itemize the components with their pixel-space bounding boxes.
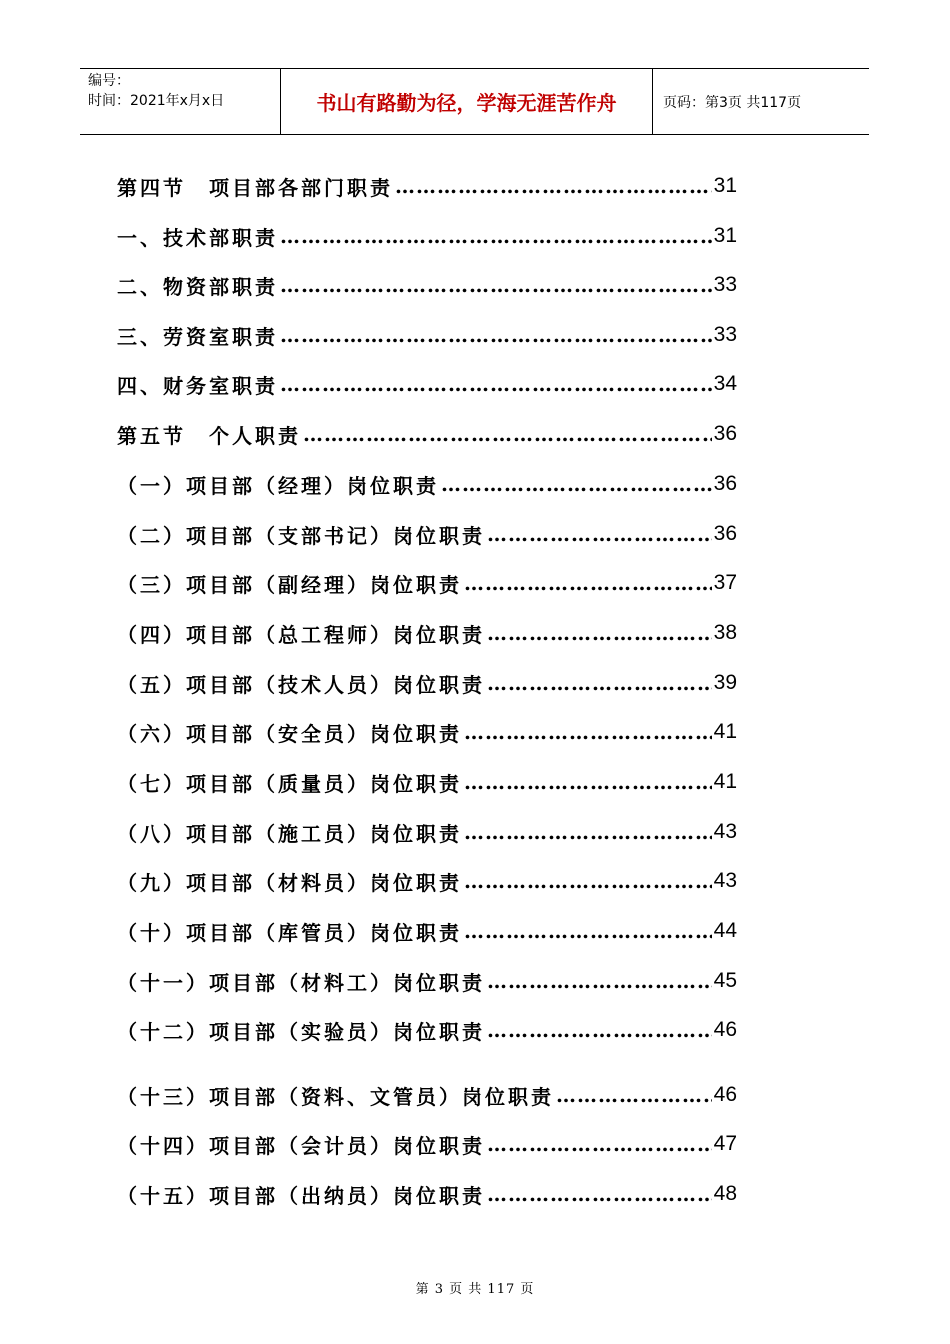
time-label: 时间：2021年x月x日 bbox=[88, 93, 225, 109]
leader-dots bbox=[464, 869, 712, 893]
toc-item[interactable]: （三）项目部（副经理）岗位职责 …………………………………………………………………………………………………… 37 bbox=[117, 559, 737, 607]
toc-item[interactable]: （六）项目部（安全员）岗位职责 …………………………………………………………………………………………………… 41 bbox=[117, 708, 737, 756]
leader-dots bbox=[487, 1018, 712, 1042]
toc-item[interactable]: （十五）项目部（出纳员）岗位职责 …………………………………………………………………………………………………… 48 bbox=[117, 1170, 737, 1218]
header-info-cell bbox=[80, 69, 281, 134]
leader-dots bbox=[464, 919, 712, 943]
leader-dots bbox=[487, 522, 712, 546]
leader-dots bbox=[556, 1083, 712, 1107]
leader-dots bbox=[280, 224, 712, 248]
leader-dots bbox=[303, 422, 712, 446]
toc-item[interactable]: 第五节 个人职责 …………………………………………………………………………………………………… 36 bbox=[117, 410, 737, 458]
toc-item[interactable]: （九）项目部（材料员）岗位职责 …………………………………………………………………………………………………… 43 bbox=[117, 857, 737, 905]
leader-dots bbox=[464, 770, 712, 794]
leader-dots bbox=[487, 969, 712, 993]
toc-item[interactable]: （十四）项目部（会计员）岗位职责 …………………………………………………………………………………………………… 47 bbox=[117, 1120, 737, 1168]
leader-dots bbox=[487, 671, 712, 695]
header-motto: 书山有路勤为径，学海无涯苦作舟 bbox=[281, 69, 653, 134]
header-page-code: 页码：第3页 共117页 bbox=[663, 94, 802, 111]
leader-dots bbox=[280, 323, 712, 347]
page-footer: 第 3 页 共 117 页 bbox=[415, 1282, 535, 1297]
toc-item[interactable]: 四、财务室职责 …………………………………………………………………………………………………… 34 bbox=[117, 360, 737, 408]
leader-dots bbox=[464, 571, 712, 595]
leader-dots bbox=[487, 621, 712, 645]
page-header bbox=[80, 68, 869, 135]
toc-item[interactable]: （二）项目部（支部书记）岗位职责 …………………………………………………………………………………………………… 36 bbox=[117, 510, 737, 558]
toc-item[interactable]: 一、技术部职责 …………………………………………………………………………………………………… 31 bbox=[117, 212, 737, 260]
leader-dots bbox=[280, 273, 712, 297]
toc-item[interactable]: （十三）项目部（资料、文管员）岗位职责 …………………………………………………………………………………………………… 46 bbox=[117, 1071, 737, 1119]
toc-item[interactable]: （十二）项目部（实验员）岗位职责 …………………………………………………………………………………………………… 46 bbox=[117, 1006, 737, 1054]
leader-dots bbox=[464, 720, 712, 744]
leader-dots bbox=[395, 174, 712, 198]
toc-item[interactable]: （四）项目部（总工程师）岗位职责 …………………………………………………………………………………………………… 38 bbox=[117, 609, 737, 657]
leader-dots bbox=[464, 820, 712, 844]
toc-item[interactable]: （十一）项目部（材料工）岗位职责 …………………………………………………………………………………………………… 45 bbox=[117, 957, 737, 1005]
code-label: 编号： bbox=[88, 73, 130, 89]
toc-item[interactable]: （七）项目部（质量员）岗位职责 …………………………………………………………………………………………………… 41 bbox=[117, 758, 737, 806]
leader-dots bbox=[441, 472, 712, 496]
toc-item[interactable]: （一）项目部（经理）岗位职责 …………………………………………………………………………………………………… 36 bbox=[117, 460, 737, 508]
leader-dots bbox=[487, 1132, 712, 1156]
leader-dots bbox=[487, 1182, 712, 1206]
leader-dots bbox=[280, 372, 712, 396]
toc-item[interactable]: （五）项目部（技术人员）岗位职责 …………………………………………………………………………………………………… 39 bbox=[117, 659, 737, 707]
toc-item[interactable]: 二、物资部职责 …………………………………………………………………………………………………… 33 bbox=[117, 261, 737, 309]
toc-item[interactable]: 第四节 项目部各部门职责 …………………………………………………………………………………………………… 31 bbox=[117, 162, 737, 210]
toc-item[interactable]: （八）项目部（施工员）岗位职责 …………………………………………………………………………………………………… 43 bbox=[117, 808, 737, 856]
toc-item[interactable]: （十）项目部（库管员）岗位职责 …………………………………………………………………………………………………… 44 bbox=[117, 907, 737, 955]
toc-item[interactable]: 三、劳资室职责 …………………………………………………………………………………………………… 33 bbox=[117, 311, 737, 359]
